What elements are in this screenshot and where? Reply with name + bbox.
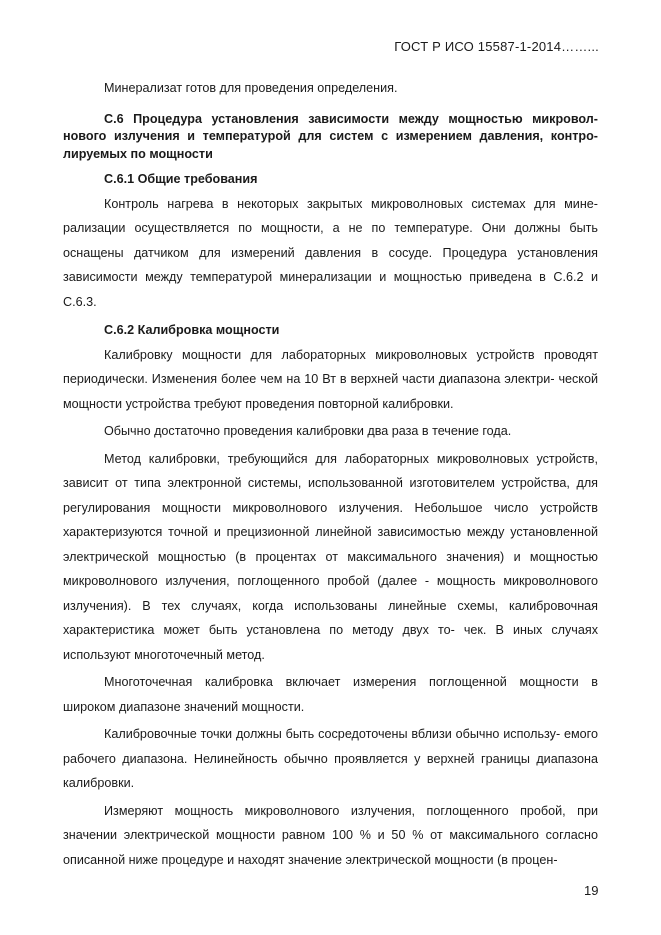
paragraph-calibration-points: Калибровочные точки должны быть сосредоточены вблизи обычно использу- емого рабочего диапазона. Нелинейность обычно проявляется у верхней границы диапазона калибровки. bbox=[63, 727, 598, 790]
paragraph-multipoint-calibration: Многоточечная калибровка включает измерения поглощенной мощности в широком диапазоне значений мощности. bbox=[63, 675, 598, 714]
paragraph-mineralizate-ready: Минерализат готов для проведения определения. bbox=[104, 81, 398, 95]
document-body bbox=[63, 76, 598, 872]
paragraph-calibration-periodic: Калибровку мощности для лабораторных микроволновых устройств проводят периодически. Изменения более чем на 10 Вт в верхней части диапазона электри- ческой мощности устройства требуют проведения повторной калибровки. bbox=[63, 347, 598, 411]
paragraph-calibration-frequency: Обычно достаточно проведения калибровки два раза в течение года. bbox=[104, 424, 512, 438]
section-heading-c62: С.6.2 Калибровка мощности bbox=[104, 323, 280, 337]
section-heading-c6: С.6 Процедура установления зависимости между мощностью микровол- нового излучения и температурой для систем с измерением давления, контро- лируемых по мощности bbox=[63, 111, 598, 161]
paragraph-measurement-procedure: Измеряют мощность микроволнового излучения, поглощенного пробой, при значении электрической мощности равном 100 % и 50 % от максимального согласно описанной ниже процедуре и находят значение электрической мощности (в процен- bbox=[63, 803, 598, 867]
section-heading-c61: С.6.1 Общие требования bbox=[104, 172, 258, 186]
page-number: 19 bbox=[584, 883, 599, 898]
paragraph-calibration-method: Метод калибровки, требующийся для лабораторных микроволновых устройств, зависит от типа электронной системы, использованной изготовителем устройства, для регулирования мощности микроволнового излучения. Небольшое число устройств характеризуются точной и прецизионной линейной зависимостью между установленной электрической мощностью (в процентах от максимального значения) и мощностью микроволнового излучения, поглощенного пробой (далее - мощность микроволнового излучения). В тех случаях, когда использованы линейные схемы, калибровочная характеристика может быть установлена по методу двух то- чек. В иных случаях используют многоточечный метод. bbox=[63, 451, 598, 662]
paragraph-general-requirements: Контроль нагрева в некоторых закрытых микроволновых системах для мине- рализации осуществляется по мощности, а не по температуре. Они должны быть оснащены датчиком для измерений давления в сосуде. Процедура установления зависимости между температурой минерализации и мощностью приведена в С.6.2 и С.6.3. bbox=[63, 196, 598, 309]
standard-header: ГОСТ Р ИСО 15587-1-2014……... bbox=[394, 39, 599, 54]
